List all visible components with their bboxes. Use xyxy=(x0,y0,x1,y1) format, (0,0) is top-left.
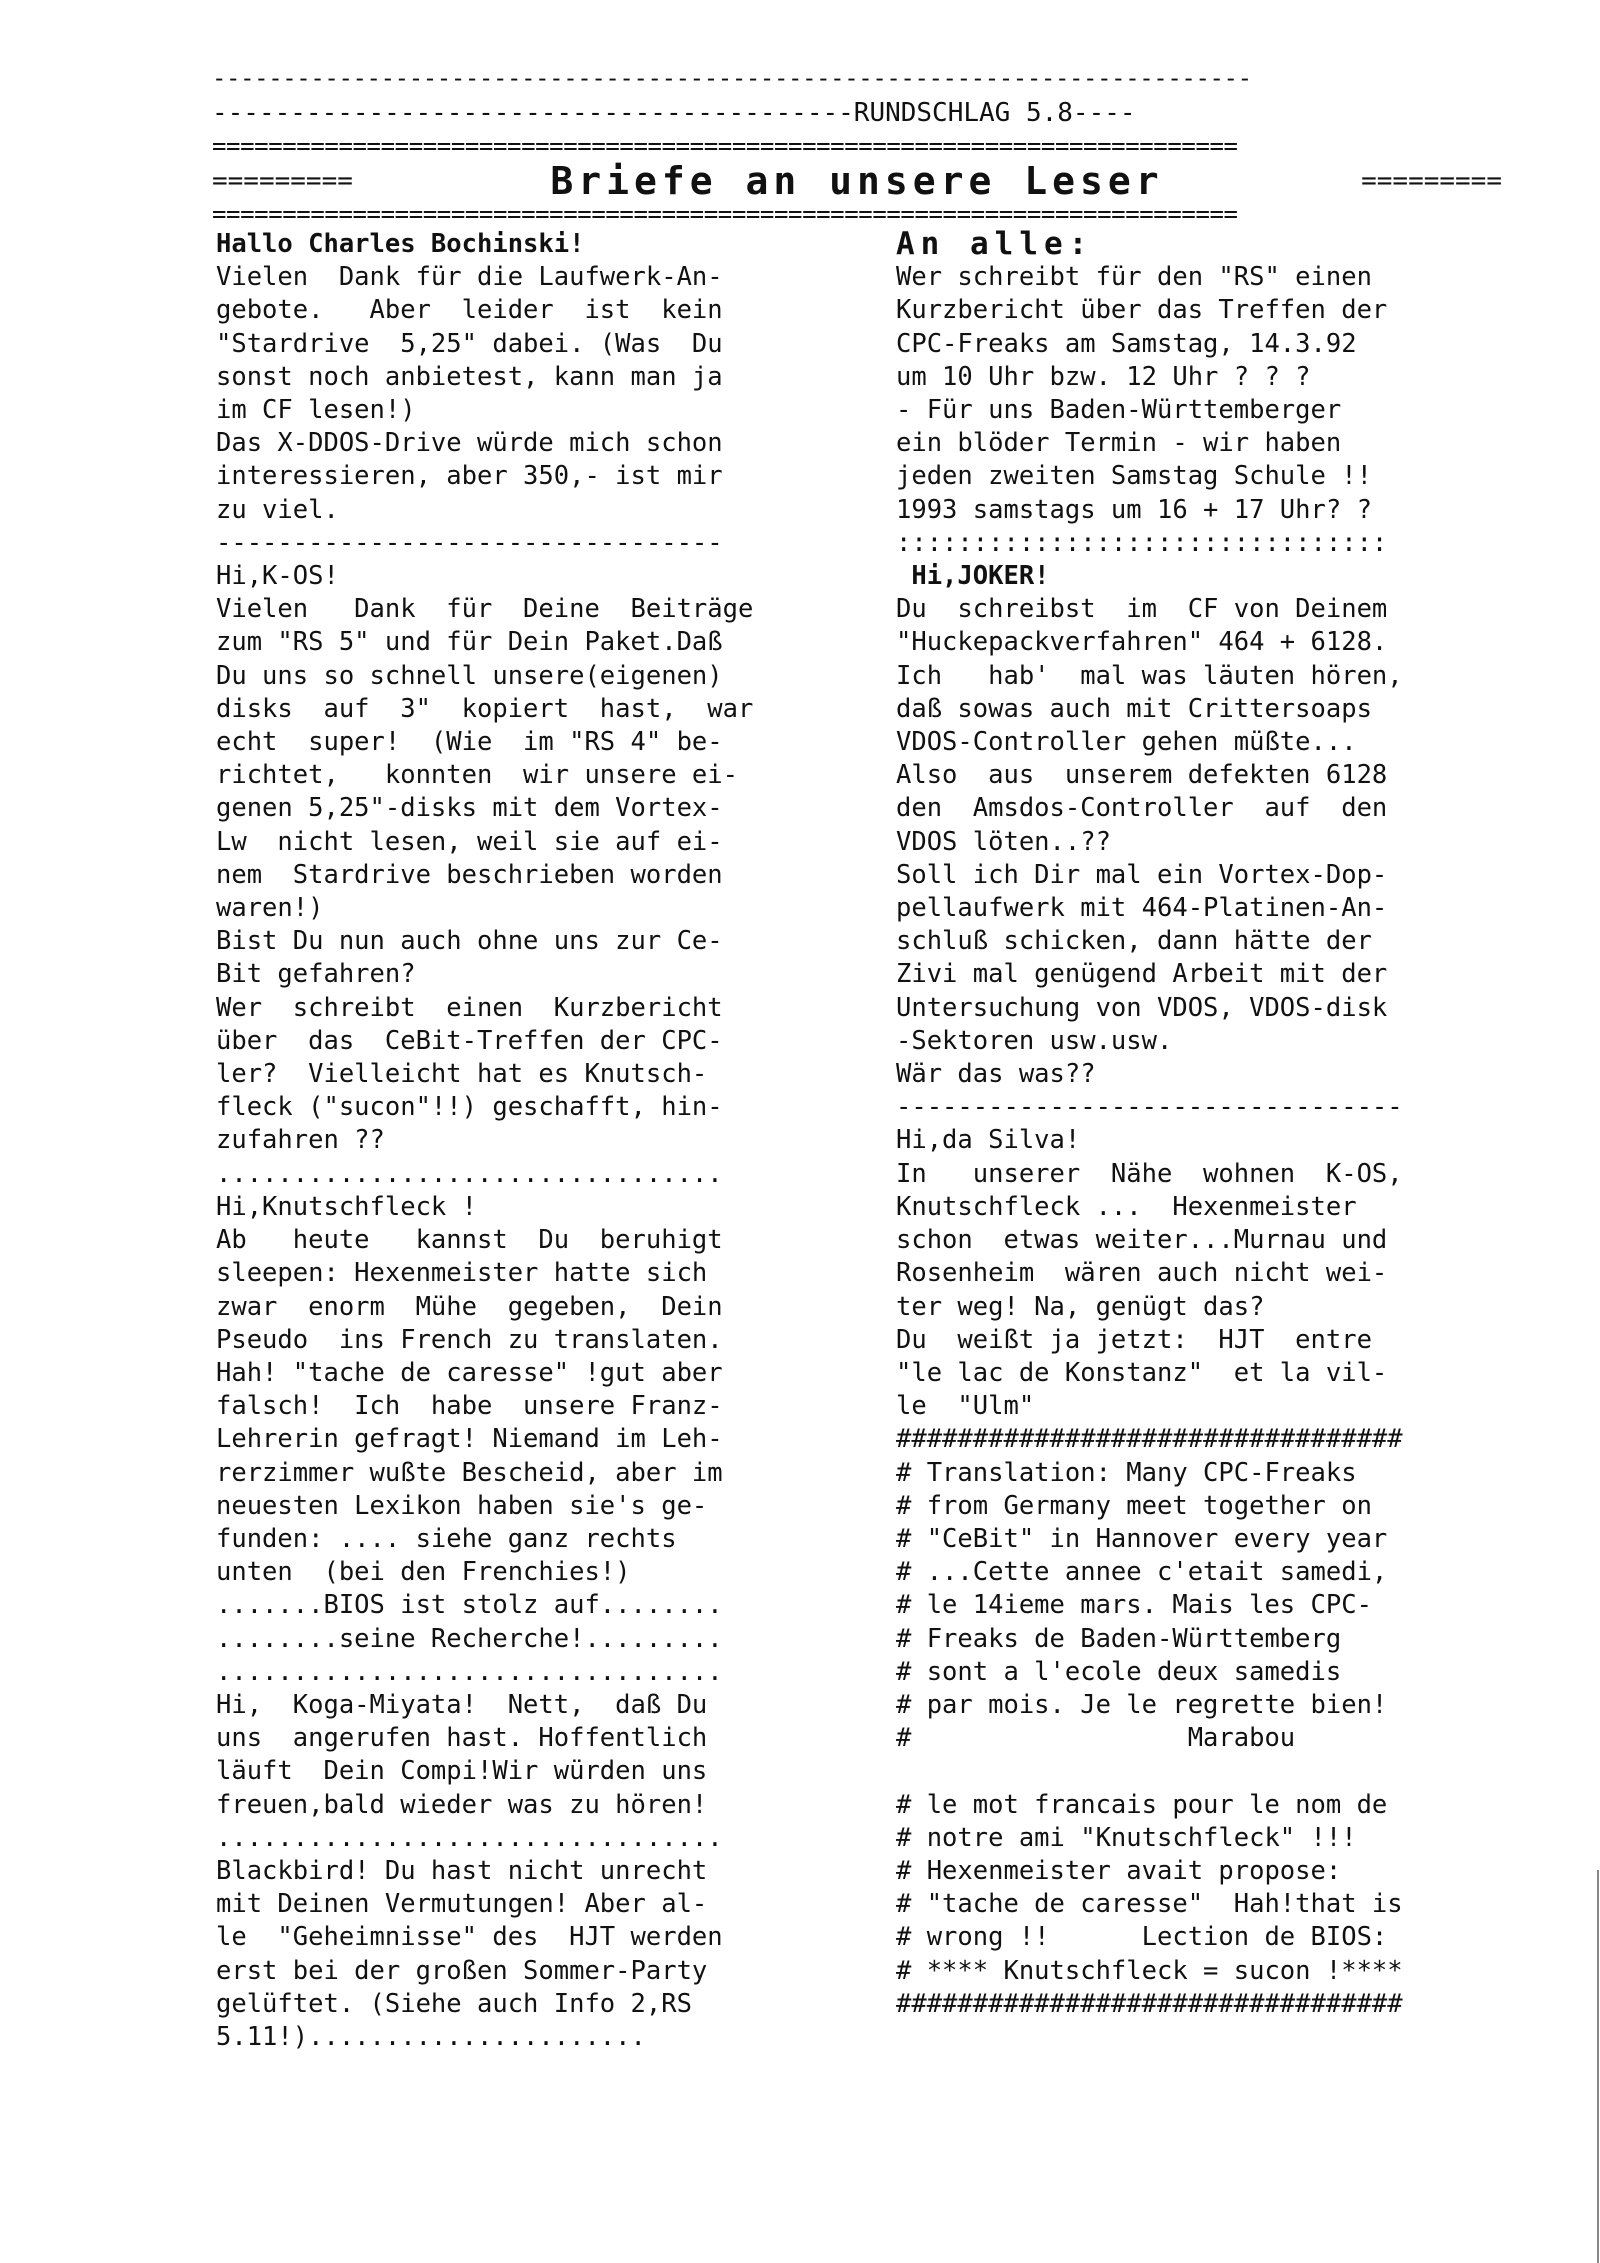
text-line: - Für uns Baden-Württemberger xyxy=(896,395,1342,426)
text-line: # le 14ieme mars. Mais les CPC- xyxy=(896,1590,1372,1621)
text-line: Vielen Dank für die Laufwerk-An- xyxy=(216,262,723,293)
text-line: den Amsdos-Controller auf den xyxy=(896,793,1388,824)
text-line: Ab heute kannst Du beruhigt xyxy=(216,1225,723,1256)
right-column xyxy=(896,228,1536,2021)
text-line: --------------------------------- xyxy=(216,527,723,558)
text-line: Hallo Charles Bochinski! xyxy=(216,229,585,259)
header-rundschlag-line: -----------------------------------------RUNDSCHLAG 5.8---- xyxy=(212,98,1136,128)
text-line: --------------------------------- xyxy=(896,1092,1403,1123)
header-rule-equals-1: ========================================================================= xyxy=(212,134,1238,158)
text-line: le "Geheimnisse" des HJT werden xyxy=(216,1922,723,1953)
text-line: Das X-DDOS-Drive würde mich schon xyxy=(216,428,723,459)
text-line: Du uns so schnell unsere(eigenen) xyxy=(216,660,723,691)
text-line: An alle: xyxy=(896,226,1094,262)
text-line xyxy=(896,1755,1536,1788)
text-line: Rosenheim wären auch nicht wei- xyxy=(896,1258,1388,1289)
text-line: Wär das was?? xyxy=(896,1059,1096,1090)
text-line: zufahren ?? xyxy=(216,1125,385,1156)
text-line: gelüftet. (Siehe auch Info 2,RS xyxy=(216,1988,692,2019)
text-line: Soll ich Dir mal ein Vortex-Dop- xyxy=(896,859,1388,890)
text-line: ................................. xyxy=(216,1822,723,1853)
text-line: Hi,K-OS! xyxy=(216,561,339,592)
text-line: Lehrerin gefragt! Niemand im Leh- xyxy=(216,1424,723,1455)
text-line: mit Deinen Vermutungen! Aber al- xyxy=(216,1889,708,1920)
text-line: Knutschfleck ... Hexenmeister xyxy=(896,1191,1357,1222)
header-rule-top: -------------------------------------------------------------------------- xyxy=(212,66,1252,90)
text-line: In unserer Nähe wohnen K-OS, xyxy=(896,1158,1403,1189)
text-line: # Freaks de Baden-Württemberg xyxy=(896,1623,1342,1654)
text-line: Du weißt ja jetzt: HJT entre xyxy=(896,1324,1372,1355)
text-line: im CF lesen!) xyxy=(216,395,416,426)
text-line: ################################# xyxy=(896,1424,1403,1455)
text-line: Ich hab' mal was läuten hören, xyxy=(896,660,1403,691)
text-line: nem Stardrive beschrieben worden xyxy=(216,859,723,890)
text-line: Bit gefahren? xyxy=(216,959,416,990)
text-line: pellaufwerk mit 464-Platinen-An- xyxy=(896,893,1388,924)
text-line: ................................. xyxy=(216,1656,723,1687)
text-line: ein blöder Termin - wir haben xyxy=(896,428,1342,459)
text-line: # par mois. Je le regrette bien! xyxy=(896,1689,1388,1720)
text-line: jeden zweiten Samstag Schule !! xyxy=(896,461,1372,492)
text-line: "Stardrive 5,25" dabei. (Was Du xyxy=(216,328,723,359)
text-line: läuft Dein Compi!Wir würden uns xyxy=(216,1756,708,1787)
text-line: sleepen: Hexenmeister hatte sich xyxy=(216,1258,708,1289)
text-line: erst bei der großen Sommer-Party xyxy=(216,1955,708,1986)
text-line: über das CeBit-Treffen der CPC- xyxy=(216,1025,723,1056)
page-edge-line xyxy=(1597,1870,1599,2263)
text-line: um 10 Uhr bzw. 12 Uhr ? ? ? xyxy=(896,361,1311,392)
text-line: richtet, konnten wir unsere ei- xyxy=(216,760,738,791)
text-line: gebote. Aber leider ist kein xyxy=(216,295,723,326)
title-left-decoration: ========= xyxy=(212,166,353,196)
text-line: # **** Knutschfleck = sucon !**** xyxy=(896,1955,1403,1986)
text-line: waren!) xyxy=(216,893,324,924)
text-line: ler? Vielleicht hat es Knutsch- xyxy=(216,1059,708,1090)
text-line: Hi, Koga-Miyata! Nett, daß Du xyxy=(216,1689,708,1720)
text-line: Also aus unserem defekten 6128 xyxy=(896,760,1388,791)
text-line: VDOS-Controller gehen müßte... xyxy=(896,727,1357,758)
text-line: # Translation: Many CPC-Freaks xyxy=(896,1457,1357,1488)
text-line: # wrong !! Lection de BIOS: xyxy=(896,1922,1388,1953)
text-line: Zivi mal genügend Arbeit mit der xyxy=(896,959,1388,990)
text-line: Kurzbericht über das Treffen der xyxy=(896,295,1388,326)
text-line: freuen,bald wieder was zu hören! xyxy=(216,1789,708,1820)
text-line: Vielen Dank für Deine Beiträge xyxy=(216,594,754,625)
text-line: "Huckepackverfahren" 464 + 6128. xyxy=(896,627,1388,658)
text-line: unten (bei den Frenchies!) xyxy=(216,1557,631,1588)
text-line: ter weg! Na, genügt das? xyxy=(896,1291,1265,1322)
page-title-row xyxy=(212,160,1502,202)
text-line: # from Germany meet together on xyxy=(896,1490,1372,1521)
text-line: Hi,JOKER! xyxy=(896,561,1050,592)
text-line: sonst noch anbietest, kann man ja xyxy=(216,361,723,392)
text-line: genen 5,25"-disks mit dem Vortex- xyxy=(216,793,723,824)
text-line: zum "RS 5" und für Dein Paket.Daß xyxy=(216,627,723,658)
text-line: Hi,da Silva! xyxy=(896,1125,1081,1156)
text-line: # ...Cette annee c'etait samedi, xyxy=(896,1557,1388,1588)
text-line: neuesten Lexikon haben sie's ge- xyxy=(216,1490,708,1521)
title-right-decoration: ========= xyxy=(1361,166,1502,196)
text-line: schon etwas weiter...Murnau und xyxy=(896,1225,1388,1256)
text-line: Wer schreibt einen Kurzbericht xyxy=(216,992,723,1023)
text-line: ........seine Recherche!......... xyxy=(216,1623,723,1654)
text-line: ################################# xyxy=(896,1988,1403,2019)
text-line: echt super! (Wie im "RS 4" be- xyxy=(216,727,723,758)
text-line: # le mot francais pour le nom de xyxy=(896,1789,1388,1820)
text-line: # "tache de caresse" Hah!that is xyxy=(896,1889,1403,1920)
text-line: Pseudo ins French zu translaten. xyxy=(216,1324,723,1355)
text-line: VDOS löten..?? xyxy=(896,826,1111,857)
text-line: Du schreibst im CF von Deinem xyxy=(896,594,1388,625)
text-line: disks auf 3" kopiert hast, war xyxy=(216,693,754,724)
text-line: Blackbird! Du hast nicht unrecht xyxy=(216,1855,708,1886)
text-line: 1993 samstags um 16 + 17 Uhr? ? xyxy=(896,494,1372,525)
header-rule-equals-2: ========================================================================= xyxy=(212,202,1238,226)
text-line: ................................. xyxy=(216,1158,723,1189)
text-line: Hi,Knutschfleck ! xyxy=(216,1191,477,1222)
text-line: -Sektoren usw.usw. xyxy=(896,1025,1173,1056)
text-line: rerzimmer wußte Bescheid, aber im xyxy=(216,1457,723,1488)
text-line: zwar enorm Mühe gegeben, Dein xyxy=(216,1291,723,1322)
left-column xyxy=(216,228,856,2054)
text-line: # Hexenmeister avait propose: xyxy=(896,1855,1342,1886)
text-line: .......BIOS ist stolz auf........ xyxy=(216,1590,723,1621)
text-line: Bist Du nun auch ohne uns zur Ce- xyxy=(216,926,723,957)
text-line: CPC-Freaks am Samstag, 14.3.92 xyxy=(896,328,1357,359)
text-line: # "CeBit" in Hannover every year xyxy=(896,1523,1388,1554)
text-line: funden: .... siehe ganz rechts xyxy=(216,1523,677,1554)
text-line: # sont a l'ecole deux samedis xyxy=(896,1656,1342,1687)
text-line: zu viel. xyxy=(216,494,339,525)
page-title: Briefe an unsere Leser xyxy=(550,160,1164,202)
text-line: :::::::::::::::::::::::::::::::: xyxy=(896,527,1388,558)
text-line: Wer schreibt für den "RS" einen xyxy=(896,262,1372,293)
text-line: schluß schicken, dann hätte der xyxy=(896,926,1372,957)
text-line: 5.11!)...................... xyxy=(216,2021,646,2052)
text-line: fleck ("sucon"!!) geschafft, hin- xyxy=(216,1092,723,1123)
text-line: daß sowas auch mit Crittersoaps xyxy=(896,693,1372,724)
text-line: Untersuchung von VDOS, VDOS-disk xyxy=(896,992,1388,1023)
text-line: Hah! "tache de caresse" !gut aber xyxy=(216,1357,723,1388)
text-line: # Marabou xyxy=(896,1723,1296,1754)
text-line: le "Ulm" xyxy=(896,1391,1035,1422)
text-line: # notre ami "Knutschfleck" !!! xyxy=(896,1822,1357,1853)
text-line: "le lac de Konstanz" et la vil- xyxy=(896,1357,1388,1388)
text-line: falsch! Ich habe unsere Franz- xyxy=(216,1391,723,1422)
text-line: Lw nicht lesen, weil sie auf ei- xyxy=(216,826,723,857)
text-line: interessieren, aber 350,- ist mir xyxy=(216,461,723,492)
text-line: uns angerufen hast. Hoffentlich xyxy=(216,1723,708,1754)
